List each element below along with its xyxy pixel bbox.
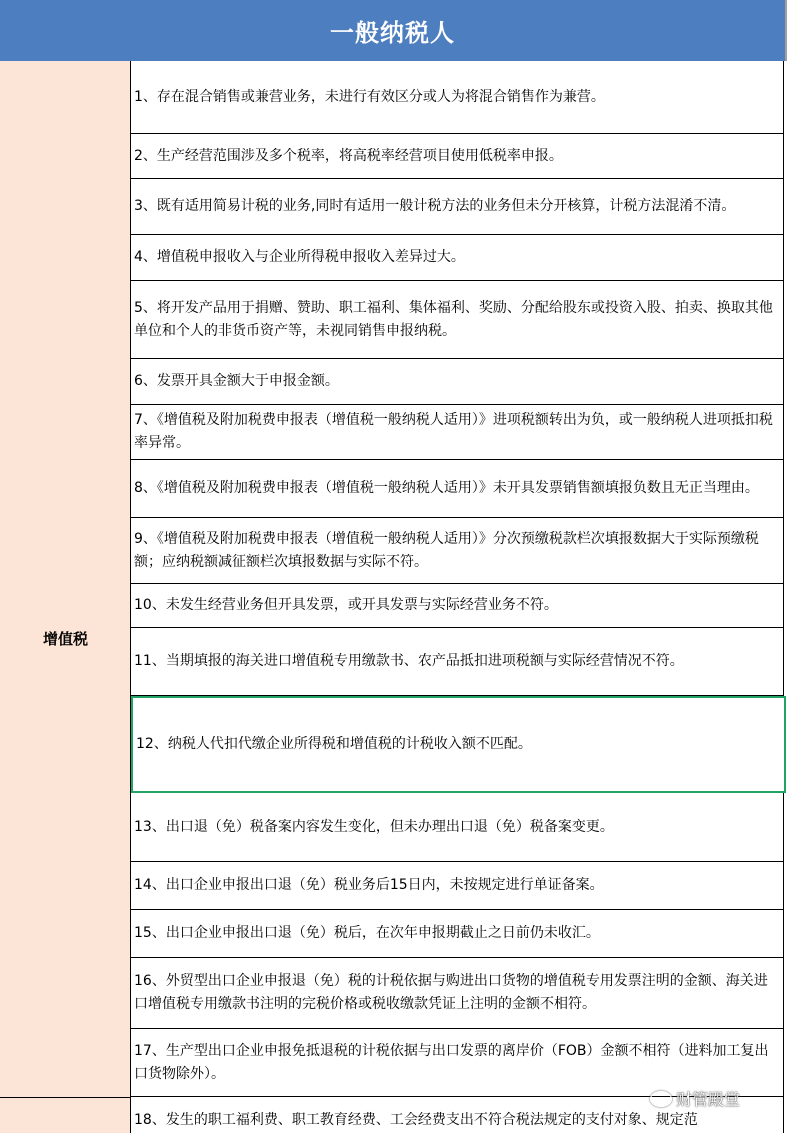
row-text: 3、既有适用简易计税的业务,同时有适用一般计税方法的业务但未分开核算，计税方法混淆不清。 — [134, 198, 736, 214]
row-text: 2、生产经营范围涉及多个税率，将高税率经营项目使用低税率申报。 — [134, 147, 563, 164]
row-text: 8、《增值税及附加税费申报表（增值税一般纳税人适用）》未开具发票销售额填报负数且无正当理由。 — [134, 480, 759, 496]
row-text: 16、外贸型出口企业申报退（免）税的计税依据与购进出口货物的增值税专用发票注明的金额、海关进口增值税专用缴款书注明的完税价格或税收缴款凭证上注明的金额不相符。 — [134, 973, 768, 1012]
table-row[interactable] — [131, 628, 784, 696]
table-row[interactable] — [131, 134, 784, 179]
watermark — [650, 1087, 740, 1110]
row-text: 18、发生的职工福利费、职工教育经费、工会经费支出不符合税法规定的支付对象、规定范 — [134, 1112, 698, 1128]
row-text: 15、出口企业申报出口退（免）税后，在次年申报期截止之日前仍未收汇。 — [134, 925, 600, 941]
row-text: 13、出口退（免）税备案内容发生变化，但未办理出口退（免）税备案变更。 — [134, 818, 614, 835]
row-text: 1、存在混合销售或兼营业务，未进行有效区分或人为将混合销售作为兼营。 — [134, 88, 605, 105]
table-row[interactable] — [131, 584, 784, 628]
page-title: 一般纳税人 — [0, 0, 787, 61]
table-row[interactable] — [131, 460, 784, 518]
table-row[interactable] — [131, 359, 784, 405]
category-label: 增值税 — [42, 630, 88, 648]
table-row-selected[interactable] — [131, 696, 786, 793]
table-row[interactable] — [131, 281, 784, 359]
table-row[interactable] — [131, 405, 784, 460]
watermark-text: 财管殿堂 — [676, 1090, 741, 1109]
table-row[interactable] — [131, 910, 784, 958]
table-row[interactable] — [131, 793, 784, 862]
row-text: 10、未发生经营业务但开具发票，或开具发票与实际经营业务不符。 — [134, 597, 558, 613]
row-text: 5、将开发产品用于捐赠、赞助、职工福利、集体福利、奖励、分配给股东或投资入股、拍卖、换取其他单位和个人的非货币资产等，未视同销售申报纳税。 — [134, 299, 773, 339]
table-row[interactable] — [131, 958, 784, 1029]
row-text: 6、发票开具金额大于申报金额。 — [134, 373, 339, 389]
table-row[interactable] — [131, 518, 784, 584]
table-row[interactable] — [131, 179, 784, 235]
row-text: 4、增值税申报收入与企业所得税申报收入差异过大。 — [134, 249, 465, 265]
row-text: 11、当期填报的海关进口增值税专用缴款书、农产品抵扣进项税额与实际经营情况不符。 — [134, 653, 684, 669]
row-text: 7、《增值税及附加税费申报表（增值税一般纳税人适用）》进项税额转出为负，或一般纳税人进项抵扣税率异常。 — [134, 412, 773, 451]
row-text: 14、出口企业申报出口退（免）税业务后15日内，未按规定进行单证备案。 — [134, 877, 604, 893]
row-text: 17、生产型出口企业申报免抵退税的计税依据与出口发票的离岸价（FOB）金额不相符（进料加工复出口货物除外）。 — [134, 1042, 769, 1082]
category-cell — [0, 61, 131, 1097]
wechat-icon — [650, 1091, 672, 1107]
table-row[interactable] — [131, 61, 784, 134]
row-text: 9、《增值税及附加税费申报表（增值税一般纳税人适用）》分次预缴税款栏次填报数据大于实际预缴税额；应纳税额减征额栏次填报数据与实际不符。 — [134, 530, 759, 570]
category-cell-next — [0, 1097, 131, 1133]
table-row[interactable] — [131, 862, 784, 910]
row-text: 12、纳税人代扣代缴企业所得税和增值税的计税收入额不匹配。 — [136, 736, 532, 752]
table-row[interactable] — [131, 235, 784, 281]
